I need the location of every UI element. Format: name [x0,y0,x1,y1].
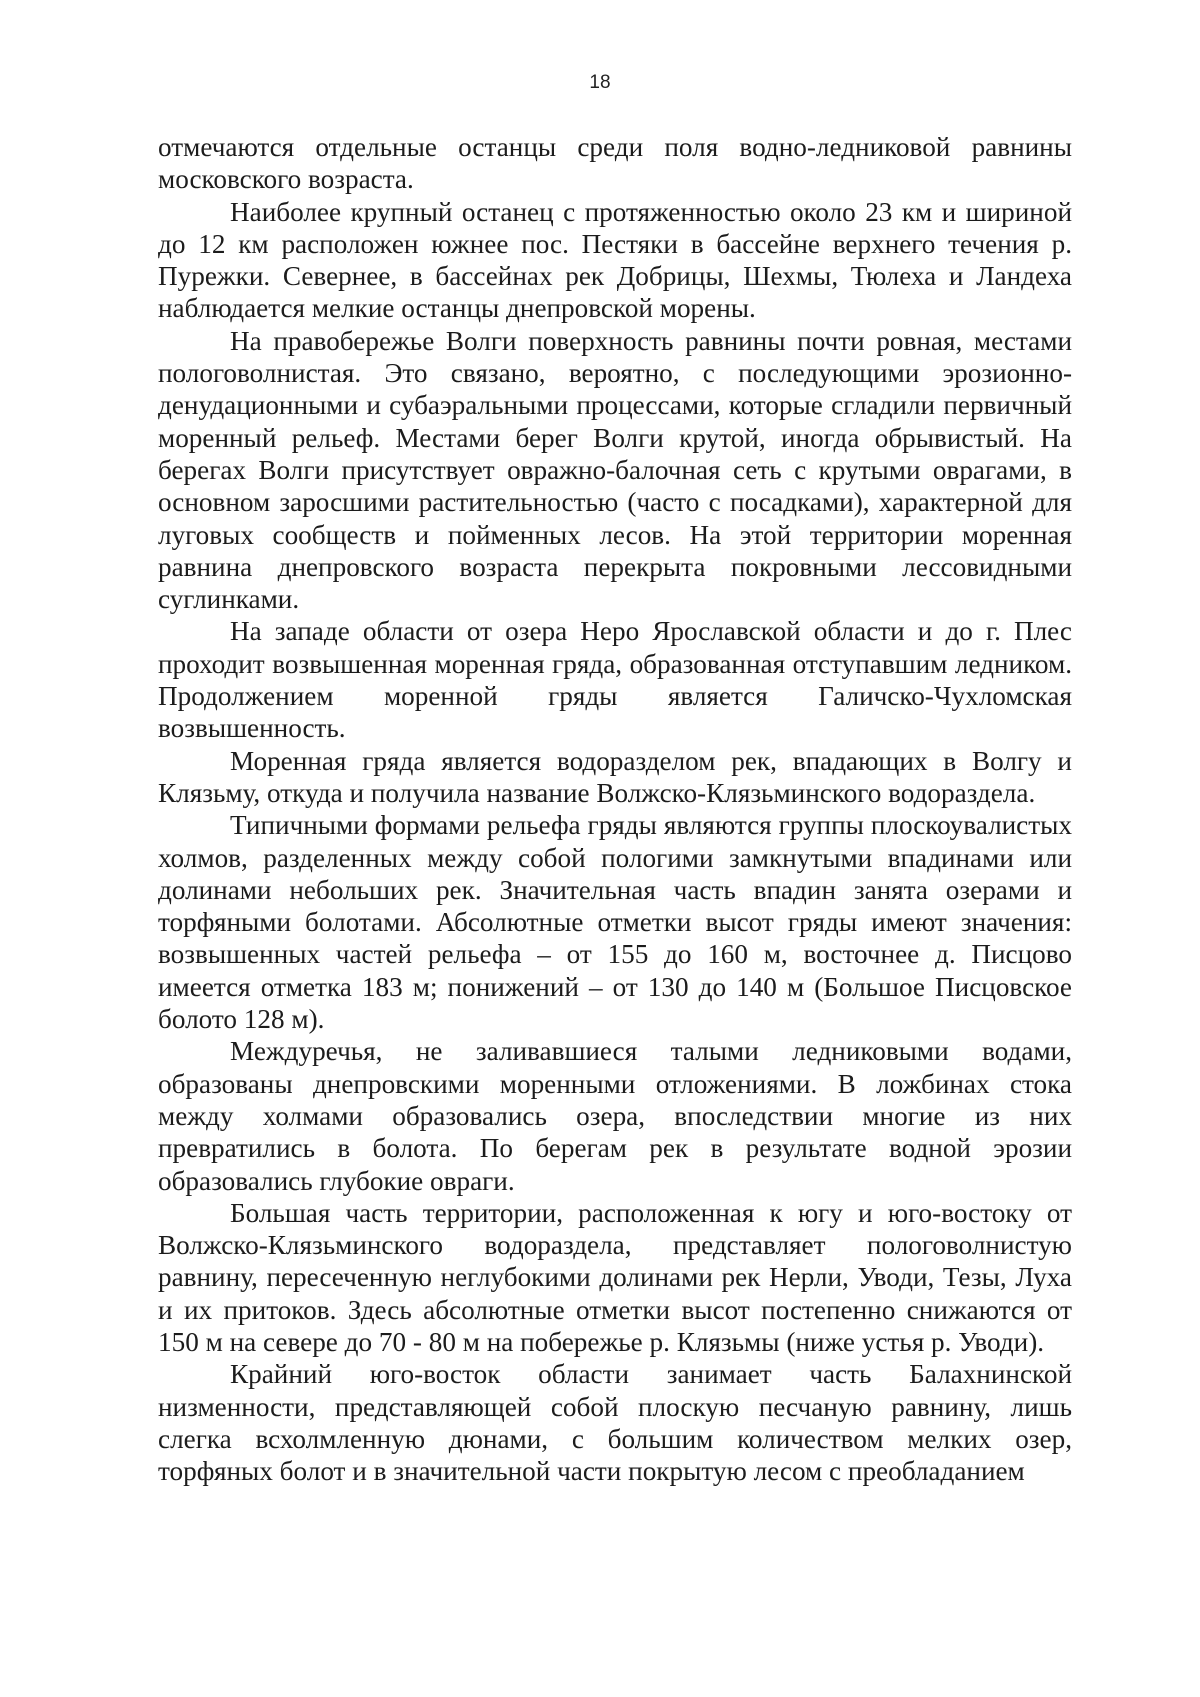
paragraph-ridge-relief: Типичными формами рельефа гряды являются группы плоскоувалистых холмов, разделенных между собой пологими замкнутыми впадинами или долинами небольших рек. Значительная часть впадин занята озерами и торфяными болотами. Абсолютные отметки высот гряды имеют значения: возвышенных частей рельефа – от 155 до 160 м, восточнее д. Писцово имеется отметка 183 м; понижений – от 130 до 140 м (Большое Писцовское болото 128 м). [158,810,1072,1035]
paragraph-watershed: Моренная гряда является водоразделом рек, впадающих в Волгу и Клязьму, откуда и получила название Волжско-Клязьминского водораздела. [158,745,1072,808]
paragraph-largest-remnant: Наиболее крупный останец с протяженностью около 23 км и шириной до 12 км расположен южнее пос. Пестяки в бассейне верхнего течения р. Пурежки. Севернее, в бассейнах рек Добрицы, Шехмы, Тюлеха и Ландеха наблюдается мелкие останцы днепровской морены. [158,196,1072,324]
body-text [158,131,1072,1487]
paragraph-volga-right-bank: На правобережье Волги поверхность равнины почти ровная, местами пологоволнистая. Это связано, вероятно, с последующими эрозионно-денудационными и субаэральными процессами, которые сгладили первичный моренный рельеф. Местами берег Волги крутой, иногда обрывистый. На берегах Волги присутствует овражно-балочная сеть с крутыми оврагами, в основном заросшими растительностью (часто с посадками), характерной для луговых сообществ и пойменных лесов. На этой территории моренная равнина днепровского возраста перекрыта покровными лессовидными суглинками. [158,325,1072,615]
paragraph-balakhna-lowland: Крайний юго-восток области занимает часть Балахнинской низменности, представляющей собой плоскую песчаную равнину, лишь слегка всхолмленную дюнами, с большим количеством мелких озер, торфяных болот и в значительной части покрытую лесом с преобладанием [158,1359,1072,1487]
paragraph-interfluves: Междуречья, не заливавшиеся талыми ледниковыми водами, образованы днепровскими моренными отложениями. В ложбинах стока между холмами образовались озера, впоследствии многие из них превратились в болота. По берегам рек в результате водной эрозии образовались глубокие овраги. [158,1036,1072,1196]
page-number: 18 [589,72,611,93]
paragraph-southern-plain: Большая часть территории, расположенная к югу и юго-востоку от Волжско-Клязьминского водораздела, представляет пологоволнистую равнину, пересеченную неглубокими долинами рек Нерли, Уводи, Тезы, Луха и их притоков. Здесь абсолютные отметки высот постепенно снижаются от 150 м на севере до 70 - 80 м на побережье р. Клязьмы (ниже устья р. Уводи). [158,1197,1072,1357]
paragraph-moraine-ridge: На западе области от озера Неро Ярославской области и до г. Плес проходит возвышенная моренная гряда, образованная отступавшим ледником. Продолжением моренной гряды является Галичско-Чухломская возвышенность. [158,616,1072,744]
paragraph-continued: отмечаются отдельные останцы среди поля водно-ледниковой равнины московского возраста. [158,132,1072,195]
